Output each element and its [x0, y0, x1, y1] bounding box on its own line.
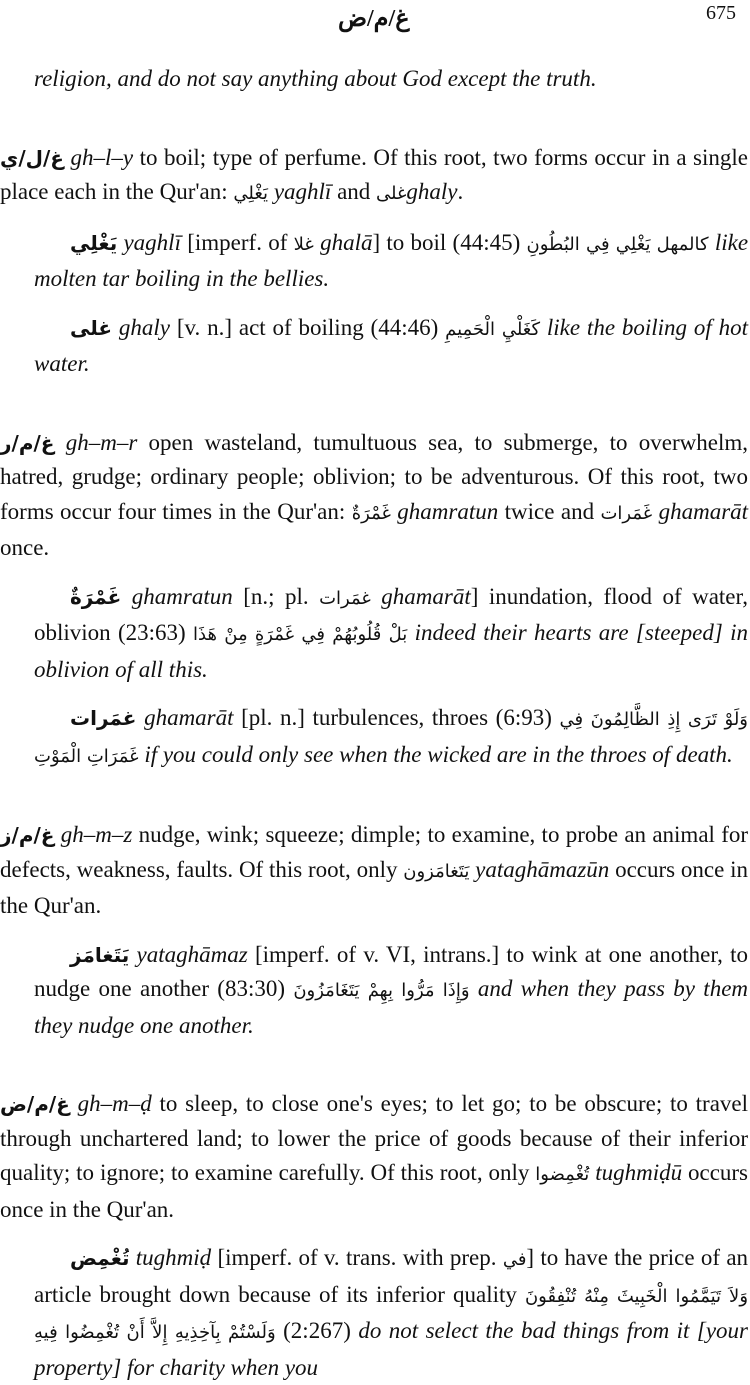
grammar-note: ] to boil (44:45)	[372, 229, 521, 255]
quran-quote: وَلَوْ تَرَى إِذِ الظَّالِمُونَ فِي غَمَرَاتِ الْمَوْتِ	[34, 709, 748, 767]
form-arabic: يَتَغامَزون	[403, 860, 470, 882]
continuation-text: religion, and do not say anything about God except the truth.	[34, 66, 597, 91]
root-translit: gh–m–z	[60, 822, 133, 847]
quote-translation: indeed their hearts are [steeped] in oblivion of all this.	[34, 620, 748, 682]
root-translit: gh–l–y	[70, 144, 134, 170]
entry-gh-m-z	[0, 818, 748, 924]
root-definition: open wasteland, tumultuous sea, to submerge, to overwhelm, hatred, grudge; ordinary people; oblivion; to be adventurous. Of this root, two forms occur four times in the Qur'an:	[0, 429, 749, 524]
headword-arabic: غلى	[70, 315, 113, 340]
grammar-translit: ghalā	[320, 229, 373, 255]
page-number: 675	[706, 2, 736, 24]
grammar-note: [imperf. of v. trans. with prep.	[217, 1245, 497, 1270]
root-translit: gh–m–ḍ	[77, 1091, 152, 1116]
grammar-note: [imperf. of	[187, 229, 288, 255]
form-arabic: غَمْرَةٌ	[351, 502, 391, 524]
grammar-translit: ghamarāt	[381, 583, 471, 609]
grammar-note: ] to have the price of an article brought down because of its inferior quality	[34, 1245, 749, 1307]
root-definition-end: occurs once in the Qur'an.	[0, 856, 748, 918]
headword-arabic: غَمْرَةٌ	[70, 584, 122, 609]
form-arabic: غلى	[376, 183, 407, 204]
entry-gh-l-y	[0, 141, 748, 212]
headword-arabic: تُغْمِض	[70, 1246, 130, 1270]
quote-translation: if you could only see when the wicked are in the throes of death.	[144, 741, 733, 767]
conjunction: and	[337, 179, 371, 204]
root-arabic: غ/م/ض	[0, 1092, 70, 1116]
headword-translit: ghamratun	[131, 583, 233, 609]
grammar-note: [imperf. of v. VI, intrans.] to wink at one another, to nudge one another (83:30)	[34, 941, 749, 1001]
quran-quote: كالمهل يَغْلِي فِي البُطُونِ	[526, 233, 709, 255]
grammar-note: [pl. n.] turbulences, throes (6:93)	[241, 705, 552, 730]
headword-translit: tughmiḍ	[135, 1245, 212, 1270]
quran-quote: وَإِذَا مَرُّوا بِهِمْ يَتَغَامَزُونَ	[293, 980, 470, 1001]
root-arabic: غ/ل/ي	[0, 145, 64, 170]
conjunction: twice and	[504, 498, 595, 524]
headword-translit: ghaly	[118, 314, 171, 340]
subentry-yataghamaz	[34, 938, 748, 1044]
entry-gh-m-d	[0, 1087, 748, 1227]
headword-arabic: يَغْلِي	[70, 230, 118, 255]
quran-quote: وَلاَ تَيَمَّمُوا الْخَبِيثَ مِنْهُ تُنْفِقُونَ وَلَسْتُمْ بِآخِذِيهِ إِلاَّ أَنْ تُغْمِضُوا فِيهِ	[34, 1285, 749, 1343]
root-arabic: غ/م/ز	[0, 823, 55, 847]
form-arabic: تُغْمِضوا	[535, 1164, 590, 1185]
running-head-root: غ/م/ض	[338, 6, 410, 32]
subentry-ghamratun	[34, 580, 748, 688]
root-definition-end: occurs once in the Qur'an.	[0, 1160, 749, 1222]
form-arabic: يَغْلِي	[233, 183, 269, 204]
quran-quote: كَغَلْيِ الْحَمِيمِ	[445, 318, 541, 340]
subentry-yaghli	[34, 226, 748, 297]
form-arabic: غَمَرات	[600, 502, 653, 524]
subentry-ghaly	[34, 311, 748, 382]
subentry-tughmid	[34, 1241, 748, 1385]
entry-gh-m-r	[0, 426, 748, 566]
root-translit: gh–m–r	[65, 429, 138, 455]
form-translit: ghamratun	[397, 498, 499, 524]
headword-translit: yataghāmaz	[136, 941, 248, 967]
punct: .	[457, 179, 464, 204]
root-definition: nudge, wink; squeeze; dimple; to examine, to probe an animal for defects, weakness, faults. Of this root, only	[0, 822, 749, 882]
root-arabic: غ/م/ر	[0, 430, 55, 455]
quran-quote: بَلْ قُلُوبُهُمْ فِي غَمْرَةٍ مِنْ هَذَا	[193, 624, 408, 645]
quote-translation: do not select the bad things from it [your property] for charity when you	[34, 1318, 748, 1380]
grammar-note: [n.; pl.	[243, 583, 309, 609]
grammar-arabic: غمَرات	[319, 587, 371, 609]
quote-translation: and when they pass by them they nudge one another.	[34, 976, 749, 1038]
page-header	[0, 0, 750, 40]
headword-arabic: غمَرات	[70, 706, 137, 730]
form-translit: ghaly	[406, 179, 458, 204]
punct: once.	[0, 535, 50, 560]
headword-translit: ghamarāt	[144, 705, 234, 730]
root-definition: to sleep, to close one's eyes; to let go; to be obscure; to travel through unchartered land; to lower the price of goods because of their inferior quality; to ignore; to examine carefully. Of this root, only	[0, 1091, 749, 1185]
quote-translation: like the boiling of hot water.	[34, 314, 749, 376]
quote-translation: like molten tar boiling in the bellies.	[34, 229, 749, 291]
form-translit: yaghlī	[273, 179, 332, 204]
grammar-note: [v. n.] act of boiling (44:46)	[176, 314, 439, 340]
verse-reference: (2:267)	[283, 1318, 351, 1343]
grammar-note: ] inundation, flood of water, oblivion (23:63)	[34, 583, 749, 645]
root-definition: to boil; type of perfume. Of this root, two forms occur in a single place each in the Qur'an:	[0, 144, 748, 204]
grammar-arabic: في	[502, 1249, 527, 1270]
grammar-arabic: غلا	[293, 233, 314, 255]
form-translit: ghamarāt	[658, 498, 749, 524]
headword-translit: yaghlī	[123, 229, 181, 255]
headword-arabic: يَتَغامَز	[70, 942, 130, 967]
subentry-ghamarat	[34, 701, 748, 774]
page-body	[0, 62, 749, 1385]
form-translit: yataghāmazūn	[475, 856, 610, 882]
form-translit: tughmiḍū	[595, 1160, 683, 1185]
